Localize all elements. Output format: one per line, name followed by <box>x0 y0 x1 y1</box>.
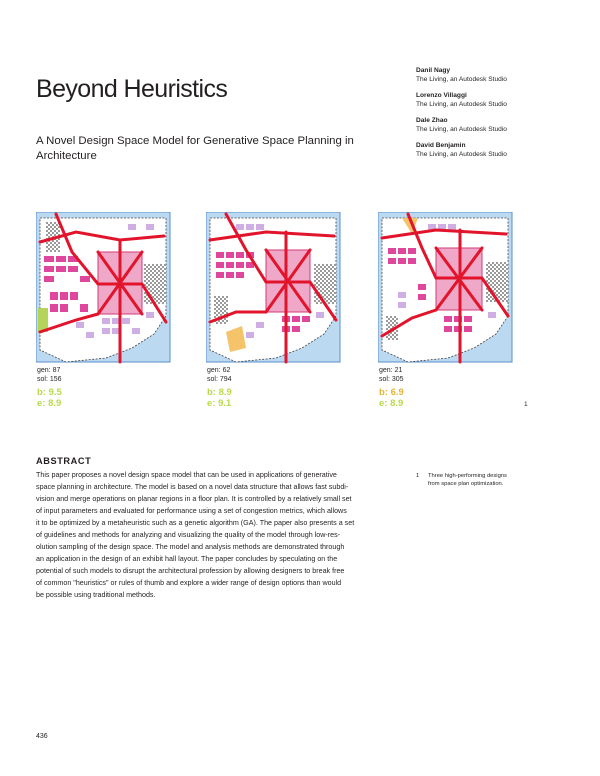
e-score: e: 8.9 <box>379 398 404 409</box>
abstract-heading: ABSTRACT <box>36 456 92 466</box>
figure-caption-1 <box>37 366 157 409</box>
caption-number: 1 <box>416 473 420 479</box>
caption-text <box>428 472 526 488</box>
b-score: b: 8.9 <box>207 387 232 398</box>
generation-label: gen: 87 <box>37 367 61 374</box>
abstract-body <box>36 469 384 601</box>
b-score: b: 6.9 <box>379 387 404 398</box>
solution-label: sol: 305 <box>379 376 404 383</box>
paper-title: Beyond Heuristics <box>36 75 228 103</box>
floor-plan-figure-1 <box>36 212 172 367</box>
author-name: Dale Zhao <box>416 117 448 124</box>
author-name: Danil Nagy <box>416 67 451 74</box>
author-entry <box>416 91 596 109</box>
abstract-line: potential of such models to disrupt the architectural profession by allowing designers to break free <box>36 567 345 575</box>
author-list <box>416 66 596 166</box>
author-affiliation: The Living, an Autodesk Studio <box>416 76 507 83</box>
author-entry <box>416 116 596 134</box>
author-entry <box>416 66 596 84</box>
solution-label: sol: 156 <box>37 376 62 383</box>
abstract-line: be possible using traditional methods. <box>36 591 156 599</box>
floor-plan-figure-3 <box>378 212 514 367</box>
figure-caption-2 <box>207 366 327 409</box>
e-score: e: 9.1 <box>207 398 232 409</box>
abstract-line: olution sampling of the design space. The model and analysis methods are demonstrated through <box>36 543 345 551</box>
author-name: David Benjamin <box>416 142 466 149</box>
paper-subtitle: A Novel Design Space Model for Generative Space Planning in Architecture <box>36 135 354 162</box>
page-number: 436 <box>36 733 48 740</box>
abstract-line: vision and merge operations on planar regions in a floor plan. It is controlled by a relatively small set <box>36 495 352 503</box>
caption-line: from space plan optimization. <box>428 481 504 487</box>
author-entry <box>416 141 596 159</box>
figure-number: 1 <box>524 401 528 408</box>
solution-label: sol: 794 <box>207 376 232 383</box>
abstract-line: of input parameters and evaluated for performance using a set of congestion metrics, which allows <box>36 507 347 515</box>
author-affiliation: The Living, an Autodesk Studio <box>416 126 507 133</box>
author-affiliation: The Living, an Autodesk Studio <box>416 151 507 158</box>
abstract-line: This paper proposes a novel design space model that can be used in applications of generative <box>36 471 337 479</box>
generation-label: gen: 21 <box>379 367 403 374</box>
abstract-line: of common "heuristics" or rules of thumb and explore a wider range of design options than would <box>36 579 342 587</box>
generation-label: gen: 62 <box>207 367 231 374</box>
author-affiliation: The Living, an Autodesk Studio <box>416 101 507 108</box>
author-name: Lorenzo Villaggi <box>416 92 467 99</box>
e-score: e: 8.9 <box>37 398 62 409</box>
abstract-line: an application in the design of an exhibit hall layout. The paper concludes by speculating on the <box>36 555 338 563</box>
caption-line: Three high-performing designs <box>428 473 507 479</box>
abstract-line: space planning in architecture. The model is based on a novel data structure that allows fast subdi- <box>36 483 349 491</box>
abstract-line: it to be optimized by a metaheuristic such as a genetic algorithm (GA). The paper also presents a set <box>36 519 355 527</box>
b-score: b: 9.5 <box>37 387 62 398</box>
abstract-line: of guidelines and methods for analyzing and visualizing the quality of the model through low-res- <box>36 531 341 539</box>
floor-plan-figure-2 <box>206 212 342 367</box>
figure-caption-3 <box>379 366 499 409</box>
